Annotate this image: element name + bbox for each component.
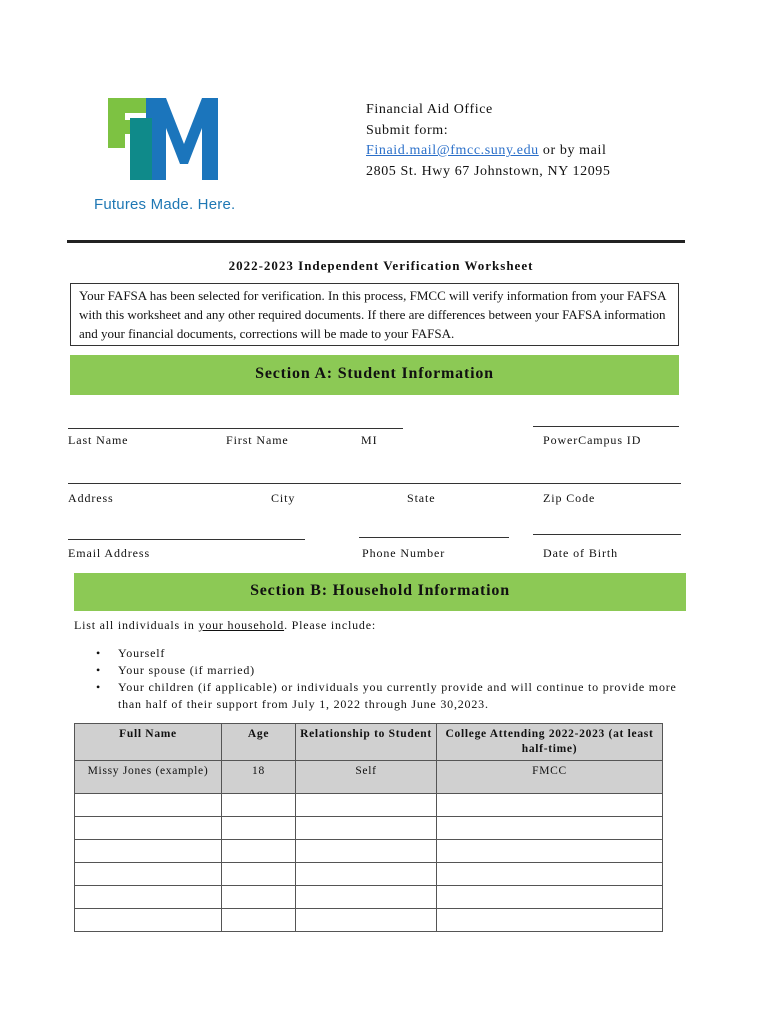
- email-link[interactable]: Finaid.mail@fmcc.suny.edu: [366, 143, 539, 158]
- last-name-label: Last Name: [68, 433, 129, 447]
- email-address-line: [68, 539, 305, 540]
- table-row: [75, 817, 663, 840]
- name-cell[interactable]: [75, 886, 222, 909]
- instruction-pre: List all individuals in: [74, 618, 199, 632]
- email-line: [366, 141, 696, 162]
- relationship-cell[interactable]: [296, 863, 437, 886]
- mi-label: MI: [361, 433, 378, 447]
- table-row: [75, 886, 663, 909]
- college-cell[interactable]: [437, 817, 663, 840]
- table-row: [75, 863, 663, 886]
- table-row: [75, 794, 663, 817]
- college-cell[interactable]: [437, 886, 663, 909]
- list-item: • Your spouse (if married): [74, 662, 684, 679]
- address-label: Address: [68, 491, 114, 505]
- name-cell[interactable]: [75, 840, 222, 863]
- table-row: [75, 909, 663, 932]
- table-row: [75, 840, 663, 863]
- first-name-label: First Name: [226, 433, 289, 447]
- college-cell[interactable]: [437, 863, 663, 886]
- name-cell[interactable]: [75, 794, 222, 817]
- name-cell[interactable]: [75, 817, 222, 840]
- instruction-link: your household: [198, 618, 285, 632]
- date-of-birth-label: Date of Birth: [543, 546, 619, 560]
- list-item: • Yourself: [74, 645, 684, 662]
- relationship-cell[interactable]: [296, 817, 437, 840]
- zip-code-label: Zip Code: [543, 491, 596, 505]
- col-full-name: Full Name: [75, 724, 222, 761]
- example-name: Missy Jones (example): [75, 761, 222, 794]
- powercampus-id-label: PowerCampus ID: [543, 433, 642, 447]
- relationship-cell[interactable]: [296, 840, 437, 863]
- powercampus-id-line: [533, 426, 679, 427]
- relationship-cell[interactable]: [296, 794, 437, 817]
- household-bullets: [74, 645, 684, 713]
- mailing-address: 2805 St. Hwy 67 Johnstown, NY 12095: [366, 163, 611, 179]
- relationship-cell[interactable]: [296, 909, 437, 932]
- section-b-header: Section B: Household Information: [74, 573, 686, 611]
- submit-label: Submit form:: [366, 122, 449, 138]
- date-of-birth-line: [533, 534, 681, 535]
- office-info: [366, 100, 696, 182]
- household-instruction: [74, 618, 376, 633]
- section-a-header: Section A: Student Information: [70, 355, 679, 395]
- col-college: College Attending 2022-2023 (at least half-time): [437, 724, 663, 761]
- example-college: FMCC: [437, 761, 663, 794]
- example-relationship: Self: [296, 761, 437, 794]
- age-cell[interactable]: [222, 863, 296, 886]
- name-line: [68, 428, 403, 429]
- col-relationship: Relationship to Student: [296, 724, 437, 761]
- name-cell[interactable]: [75, 863, 222, 886]
- name-cell[interactable]: [75, 909, 222, 932]
- household-table: [74, 723, 663, 932]
- col-age: Age: [222, 724, 296, 761]
- example-age: 18: [222, 761, 296, 794]
- instruction-post: . Please include:: [284, 618, 376, 632]
- address-line: [68, 483, 681, 484]
- city-label: City: [271, 491, 296, 505]
- table-header-row: [75, 724, 663, 761]
- college-cell[interactable]: [437, 794, 663, 817]
- list-item: • Your children (if applicable) or individuals you currently provide and will continue to provide more than half of their support from July 1, 2022 through June 30,2023.: [74, 679, 684, 713]
- relationship-cell[interactable]: [296, 886, 437, 909]
- age-cell[interactable]: [222, 794, 296, 817]
- logo-tagline: Futures Made. Here.: [94, 196, 236, 213]
- state-label: State: [407, 491, 436, 505]
- age-cell[interactable]: [222, 817, 296, 840]
- college-cell[interactable]: [437, 840, 663, 863]
- fm-logo-mark: [108, 98, 232, 182]
- office-title: Financial Aid Office: [366, 102, 493, 117]
- example-row: [75, 761, 663, 794]
- intro-notice: Your FAFSA has been selected for verification. In this process, FMCC will verify information from your FAFSA with this worksheet and any other required documents. If there are differences between your FAFSA information and your financial documents, corrections will be made to your FAFSA.: [70, 283, 679, 346]
- email-address-label: Email Address: [68, 546, 151, 560]
- email-suffix: or by mail: [538, 143, 607, 158]
- age-cell[interactable]: [222, 886, 296, 909]
- phone-number-label: Phone Number: [362, 546, 446, 560]
- college-cell[interactable]: [437, 909, 663, 932]
- age-cell[interactable]: [222, 909, 296, 932]
- college-logo: [92, 96, 242, 216]
- worksheet-title: 2022-2023 Independent Verification Worksheet: [228, 258, 534, 273]
- header-divider: [67, 240, 685, 243]
- age-cell[interactable]: [222, 840, 296, 863]
- phone-number-line: [359, 537, 509, 538]
